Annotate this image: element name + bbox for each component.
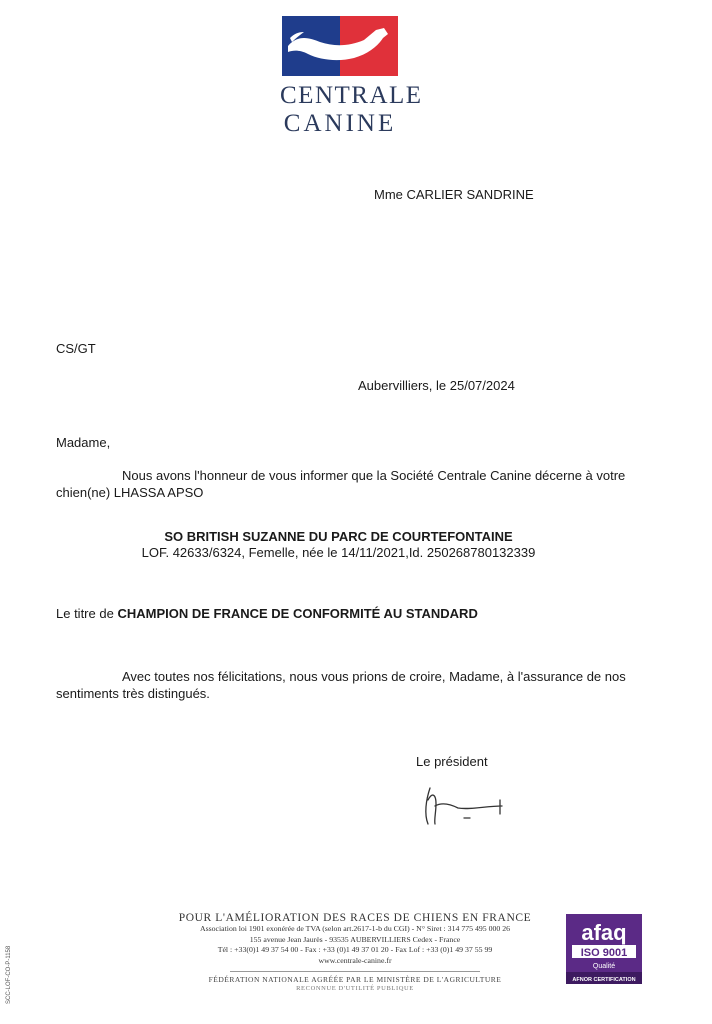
dog-emblem-icon [280,16,400,78]
footer-phone-fax: Tél : +33(0)1 49 37 54 00 - Fax : +33 (0)1 49 37 01 20 - Fax Lof : +33 (0)1 49 37 55 99 [217,945,493,954]
document-code: SCC-LOF-CO-P-1158 [6,945,12,1004]
badge-issuer: AFNOR CERTIFICATION [572,977,636,983]
dog-details: LOF. 42633/6324, Femelle, née le 14/11/2021,Id. 250268780132339 [141,545,536,560]
award-paragraph-text: Nous avons l'honneur de vous informer que la Société Centrale Canine décerne à votre chien(ne) LHASSA APSO [56,468,626,500]
afaq-iso-9001-badge [566,914,642,984]
footer-public-utility: RECONNUE D'UTILITÉ PUBLIQUE [296,985,414,992]
place-and-date: Aubervilliers, le 25/07/2024 [358,378,515,393]
logo-word-canine: CANINE [283,110,397,137]
dog-name: SO BRITISH SUZANNE DU PARC DE COURTEFONTAINE [164,529,513,544]
footer-website: www.centrale-canine.fr [318,955,392,965]
title-prefix: Le titre de [56,606,114,621]
footer-legal-line: Association loi 1901 exonérée de TVA (selon art.2617-1-b du CGI) - N° Siret : 314 775 495 000 26 [199,924,511,933]
award-paragraph [56,467,656,501]
footer-address: 155 avenue Jean Jaurès - 93535 AUBERVILLIERS Cedex - France [249,934,461,944]
letterhead-footer [130,912,580,993]
centrale-canine-logo [280,16,423,137]
footer-motto: POUR L'AMÉLIORATION DES RACES DE CHIENS EN FRANCE [178,912,532,924]
footer-divider [230,971,480,972]
badge-standard: ISO 9001 [580,947,628,959]
badge-label: Qualité [592,963,616,970]
closing-paragraph-text: Avec toutes nos félicitations, nous vous prions de croire, Madame, à l'assurance de nos sentiments très distingués. [56,669,626,701]
title-line [56,606,478,621]
closing-paragraph [56,668,656,702]
logo-word-centrale: CENTRALE [280,82,423,109]
title-name: CHAMPION DE FRANCE DE CONFORMITÉ AU STANDARD [117,606,478,621]
reference-code: CS/GT [56,341,96,356]
footer-federation: FÉDÉRATION NATIONALE AGRÉÉE PAR LE MINISTÈRE DE L'AGRICULTURE [208,975,502,984]
recipient-name: Mme CARLIER SANDRINE [374,187,534,202]
salutation: Madame, [56,435,111,450]
handwritten-signature [420,780,510,833]
badge-brand: afaq [581,920,627,945]
signatory: Le président [416,754,488,769]
